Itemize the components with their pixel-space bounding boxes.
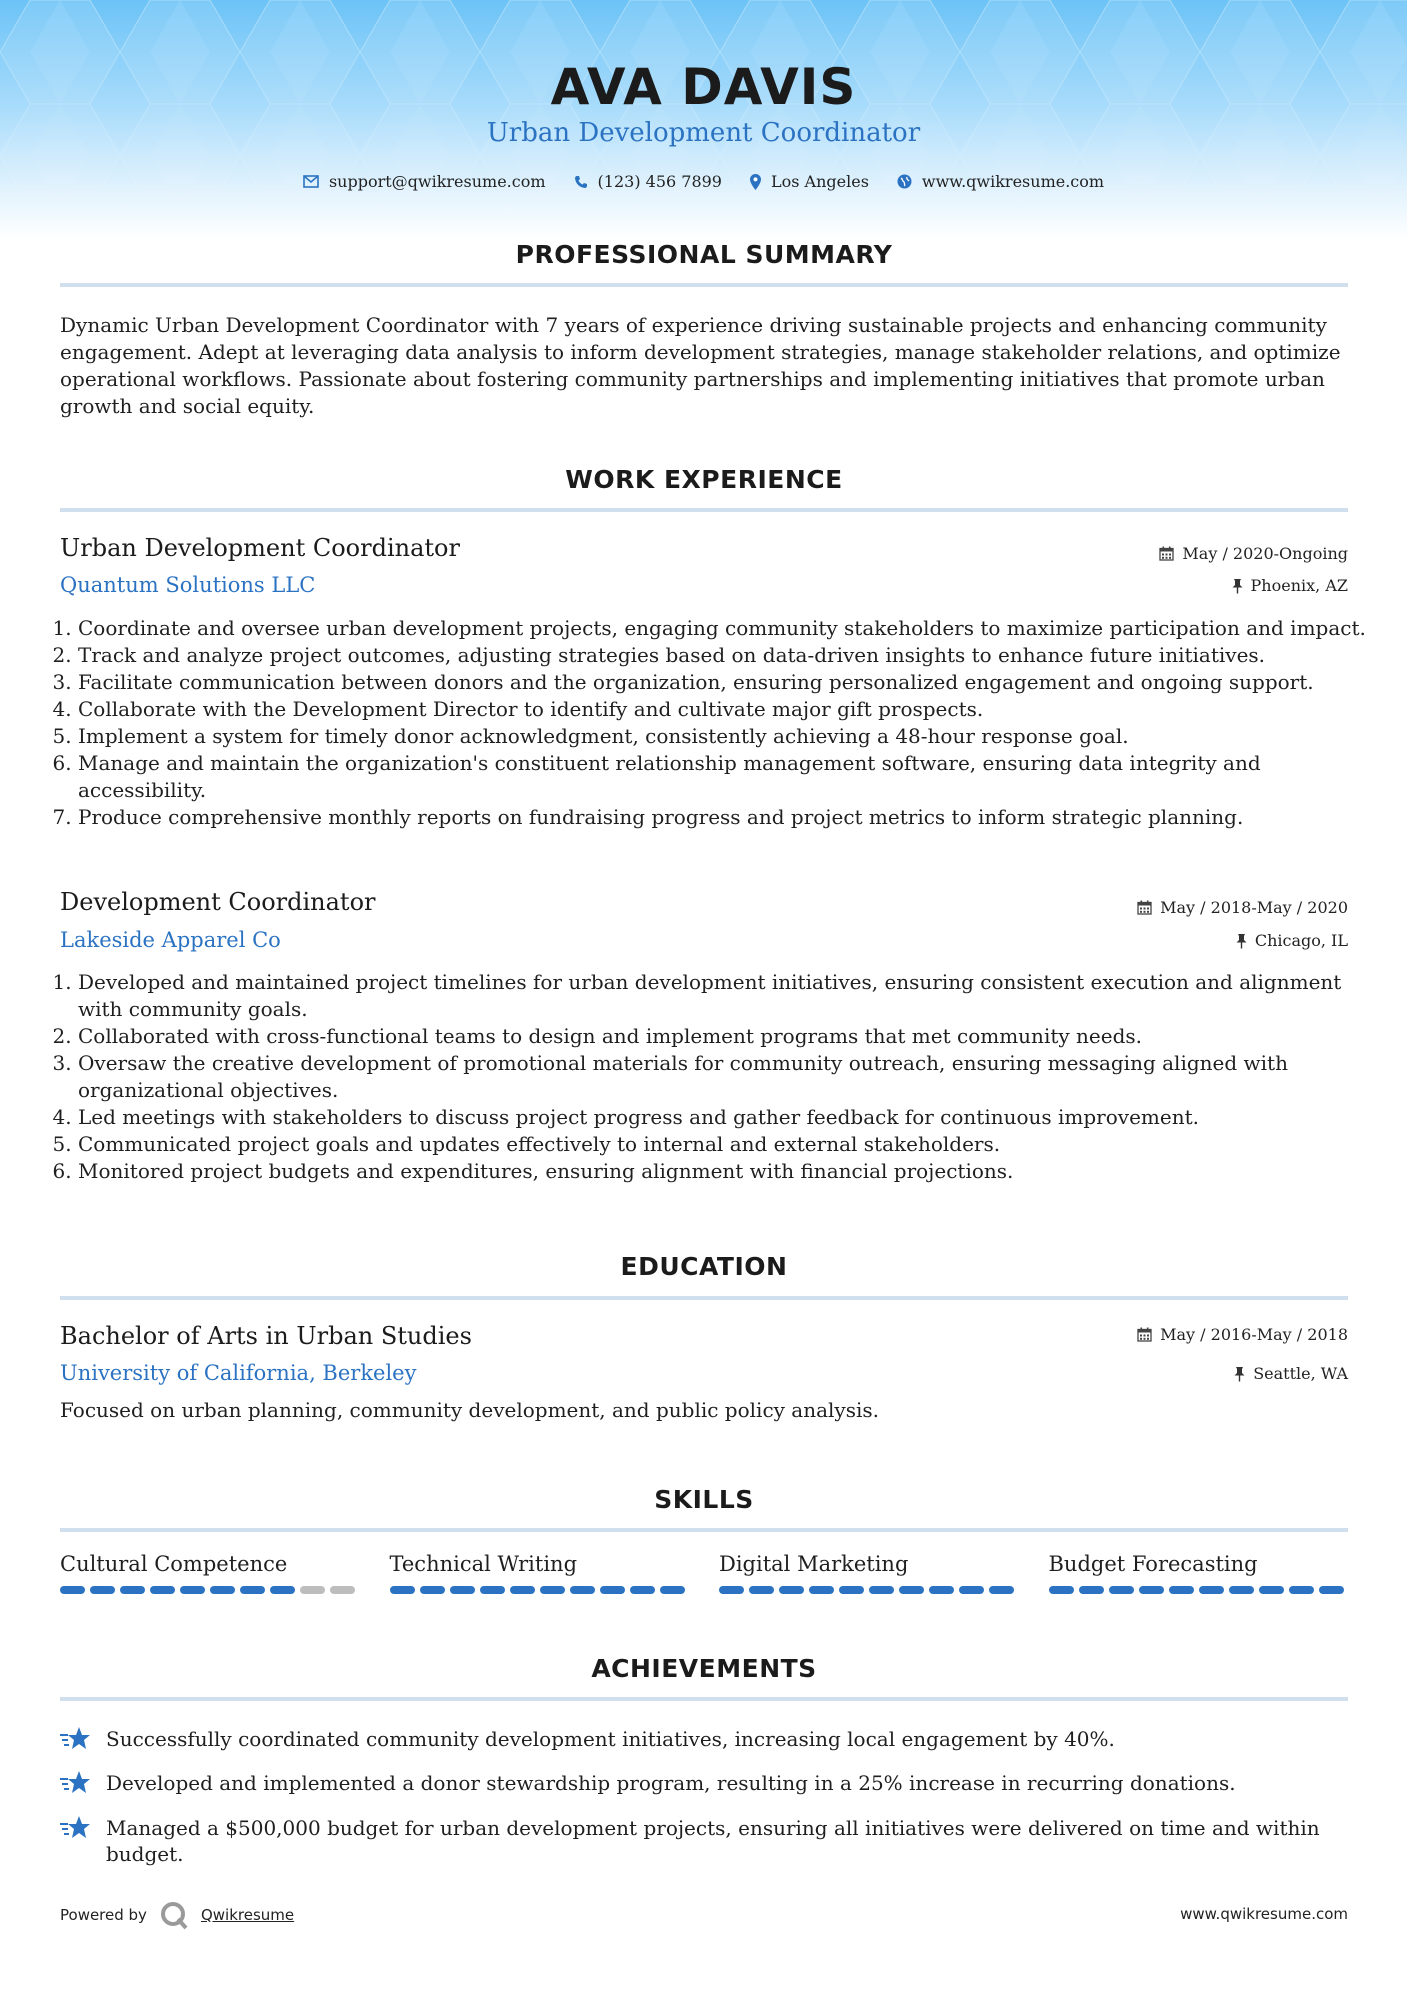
star-icon (60, 1770, 90, 1796)
list-item: 3. Facilitate communication between donors and the organization, ensuring personalized engagement and ongoing support. (78, 669, 1366, 696)
skill-segment-filled (420, 1586, 445, 1594)
education-dates-text: May / 2016-May / 2018 (1160, 1325, 1348, 1344)
skill-segment-filled (570, 1586, 595, 1594)
skill-name: Technical Writing (389, 1552, 578, 1576)
website-text: www.qwikresume.com (921, 172, 1105, 191)
skill-segment-filled (899, 1586, 924, 1594)
skill-segment-filled (120, 1586, 145, 1594)
skill-rating-bar (390, 1586, 690, 1594)
experience-heading: WORK EXPERIENCE (565, 465, 843, 494)
achievement-item (60, 1726, 1348, 1752)
skill-segment-filled (869, 1586, 894, 1594)
qwikresume-link[interactable]: Qwikresume (200, 1906, 295, 1924)
skill-segment-empty (300, 1586, 325, 1594)
education-location (1234, 1364, 1348, 1383)
skill-segment-filled (1139, 1586, 1164, 1594)
pushpin-icon (1234, 1366, 1245, 1382)
experience-divider (60, 508, 1348, 512)
skill-rating-bar (1049, 1586, 1349, 1594)
skills-heading: SKILLS (654, 1485, 754, 1514)
education-description: Focused on urban planning, community development, and public policy analysis. (60, 1398, 880, 1422)
summary-text: Dynamic Urban Development Coordinator with 7 years of experience driving sustainable projects and enhancing community engagement. Adept at leveraging data analysis to inform development strategies, manage stakeholder relations, and optimize operational workflows. Passionate about fostering community partnerships and implementing initiatives that promote urban growth and social equity. (60, 313, 1341, 418)
skill-segment-filled (989, 1586, 1014, 1594)
skills-divider (60, 1528, 1348, 1532)
skill-segment-filled (240, 1586, 265, 1594)
skill-segment-filled (660, 1586, 685, 1594)
job-location-text: Phoenix, AZ (1250, 576, 1348, 595)
list-item: 2. Collaborated with cross-functional teams to design and implement programs that met community needs. (78, 1023, 1366, 1050)
skill-segment-filled (1169, 1586, 1194, 1594)
job-company: Quantum Solutions LLC (60, 573, 316, 597)
qwikresume-logo-icon (159, 1900, 189, 1930)
skill-segment-filled (839, 1586, 864, 1594)
globe-icon (897, 174, 912, 189)
skill-segment-filled (1109, 1586, 1134, 1594)
phone-text: (123) 456 7899 (597, 172, 722, 191)
skill-segment-filled (390, 1586, 415, 1594)
skill-segment-filled (210, 1586, 235, 1594)
list-item: 5. Implement a system for timely donor acknowledgment, consistently achieving a 48-hour response goal. (78, 723, 1366, 750)
summary-heading: PROFESSIONAL SUMMARY (515, 240, 893, 269)
skill-item (390, 1552, 690, 1594)
footer-website-link[interactable]: www.qwikresume.com (1180, 1905, 1348, 1923)
list-item: 4. Collaborate with the Development Director to identify and cultivate major gift prospects. (78, 696, 1366, 723)
skills-grid (60, 1552, 1348, 1594)
list-item: 3. Oversaw the creative development of promotional materials for community outreach, ensuring messaging aligned with organizational objectives. (78, 1050, 1366, 1104)
job-dates (1159, 544, 1348, 563)
contact-website[interactable] (897, 172, 1104, 191)
job-bullets (60, 969, 1366, 1185)
skill-segment-filled (1049, 1586, 1074, 1594)
list-item: 5. Communicated project goals and updates effectively to internal and external stakeholders. (78, 1131, 1366, 1158)
calendar-icon (1159, 546, 1174, 561)
degree-title: Bachelor of Arts in Urban Studies (60, 1322, 472, 1350)
skill-segment-filled (270, 1586, 295, 1594)
job-dates-text: May / 2020-Ongoing (1182, 544, 1348, 563)
list-item: 1. Coordinate and oversee urban development projects, engaging community stakeholders to maximize participation and impact. (78, 615, 1366, 642)
phone-icon (574, 175, 588, 189)
list-item: 7. Produce comprehensive monthly reports on fundraising progress and project metrics to inform strategic planning. (78, 804, 1366, 831)
job-dates-text: May / 2018-May / 2020 (1160, 898, 1348, 917)
pushpin-icon (1236, 933, 1247, 949)
skill-segment-filled (540, 1586, 565, 1594)
skill-segment-filled (749, 1586, 774, 1594)
skill-item (1049, 1552, 1349, 1594)
skill-segment-filled (510, 1586, 535, 1594)
job-dates (1137, 898, 1348, 917)
skill-segment-filled (929, 1586, 954, 1594)
skill-segment-filled (90, 1586, 115, 1594)
education-divider (60, 1296, 1348, 1300)
skill-segment-filled (480, 1586, 505, 1594)
skill-segment-empty (330, 1586, 355, 1594)
skill-segment-filled (180, 1586, 205, 1594)
skill-segment-filled (1289, 1586, 1314, 1594)
education-dates (1137, 1325, 1348, 1344)
contact-location (750, 172, 869, 191)
skill-segment-filled (150, 1586, 175, 1594)
skill-segment-filled (779, 1586, 804, 1594)
list-item: 2. Track and analyze project outcomes, adjusting strategies based on data-driven insights to enhance future initiatives. (78, 642, 1366, 669)
education-heading: EDUCATION (620, 1252, 788, 1281)
list-item: 1. Developed and maintained project timelines for urban development initiatives, ensuring consistent execution and alignment with community goals. (78, 969, 1366, 1023)
education-location-text: Seattle, WA (1253, 1364, 1348, 1383)
contact-phone[interactable] (574, 172, 722, 191)
skill-segment-filled (1079, 1586, 1104, 1594)
email-text: support@qwikresume.com (328, 172, 546, 191)
star-icon (60, 1726, 90, 1752)
summary-divider (60, 283, 1348, 287)
skill-segment-filled (450, 1586, 475, 1594)
job-title: Urban Development Coordinator (60, 534, 460, 562)
calendar-icon (1137, 900, 1152, 915)
skill-segment-filled (1319, 1586, 1344, 1594)
skill-segment-filled (719, 1586, 744, 1594)
skill-item (60, 1552, 360, 1594)
job-title: Development Coordinator (60, 888, 376, 916)
achievement-text: Managed a $500,000 budget for urban development projects, ensuring all initiatives were delivered on time and within budget. (106, 1816, 1320, 1866)
achievements-divider (60, 1697, 1348, 1701)
skill-name: Digital Marketing (719, 1552, 909, 1576)
skill-segment-filled (959, 1586, 984, 1594)
job-location (1232, 576, 1348, 595)
star-icon (60, 1815, 90, 1841)
calendar-icon (1137, 1327, 1152, 1342)
skill-name: Cultural Competence (60, 1552, 288, 1576)
list-item: 6. Monitored project budgets and expenditures, ensuring alignment with financial projections. (78, 1158, 1366, 1185)
achievement-text: Successfully coordinated community development initiatives, increasing local engagement by 40%. (106, 1727, 1115, 1751)
job-bullets (60, 615, 1366, 831)
list-item: 4. Led meetings with stakeholders to discuss project progress and gather feedback for continuous improvement. (78, 1104, 1366, 1131)
candidate-title: Urban Development Coordinator (486, 118, 921, 148)
powered-by-label: Powered by (60, 1906, 147, 1924)
skill-rating-bar (60, 1586, 360, 1594)
skill-segment-filled (1229, 1586, 1254, 1594)
school-name: University of California, Berkeley (60, 1361, 417, 1385)
achievement-item (60, 1815, 1348, 1867)
skill-segment-filled (1199, 1586, 1224, 1594)
contact-email[interactable] (303, 172, 546, 191)
skill-name: Budget Forecasting (1048, 1552, 1258, 1576)
location-text: Los Angeles (770, 172, 869, 191)
contact-bar (0, 172, 1407, 191)
skill-segment-filled (60, 1586, 85, 1594)
skill-item (719, 1552, 1019, 1594)
envelope-icon (303, 175, 319, 188)
job-company: Lakeside Apparel Co (60, 928, 281, 952)
skill-rating-bar (719, 1586, 1019, 1594)
achievement-text: Developed and implemented a donor stewardship program, resulting in a 25% increase in recurring donations. (106, 1771, 1236, 1795)
skill-segment-filled (809, 1586, 834, 1594)
job-location (1236, 931, 1348, 950)
pushpin-icon (1232, 578, 1243, 594)
skill-segment-filled (630, 1586, 655, 1594)
achievement-item (60, 1770, 1348, 1796)
map-pin-icon (750, 174, 761, 190)
achievements-heading: ACHIEVEMENTS (591, 1654, 817, 1683)
footer-powered-by (60, 1900, 294, 1930)
job-location-text: Chicago, IL (1254, 931, 1348, 950)
candidate-name: AVA DAVIS (550, 58, 857, 116)
skill-segment-filled (600, 1586, 625, 1594)
list-item: 6. Manage and maintain the organization's constituent relationship management software, ensuring data integrity and accessibility. (78, 750, 1366, 804)
skill-segment-filled (1259, 1586, 1284, 1594)
